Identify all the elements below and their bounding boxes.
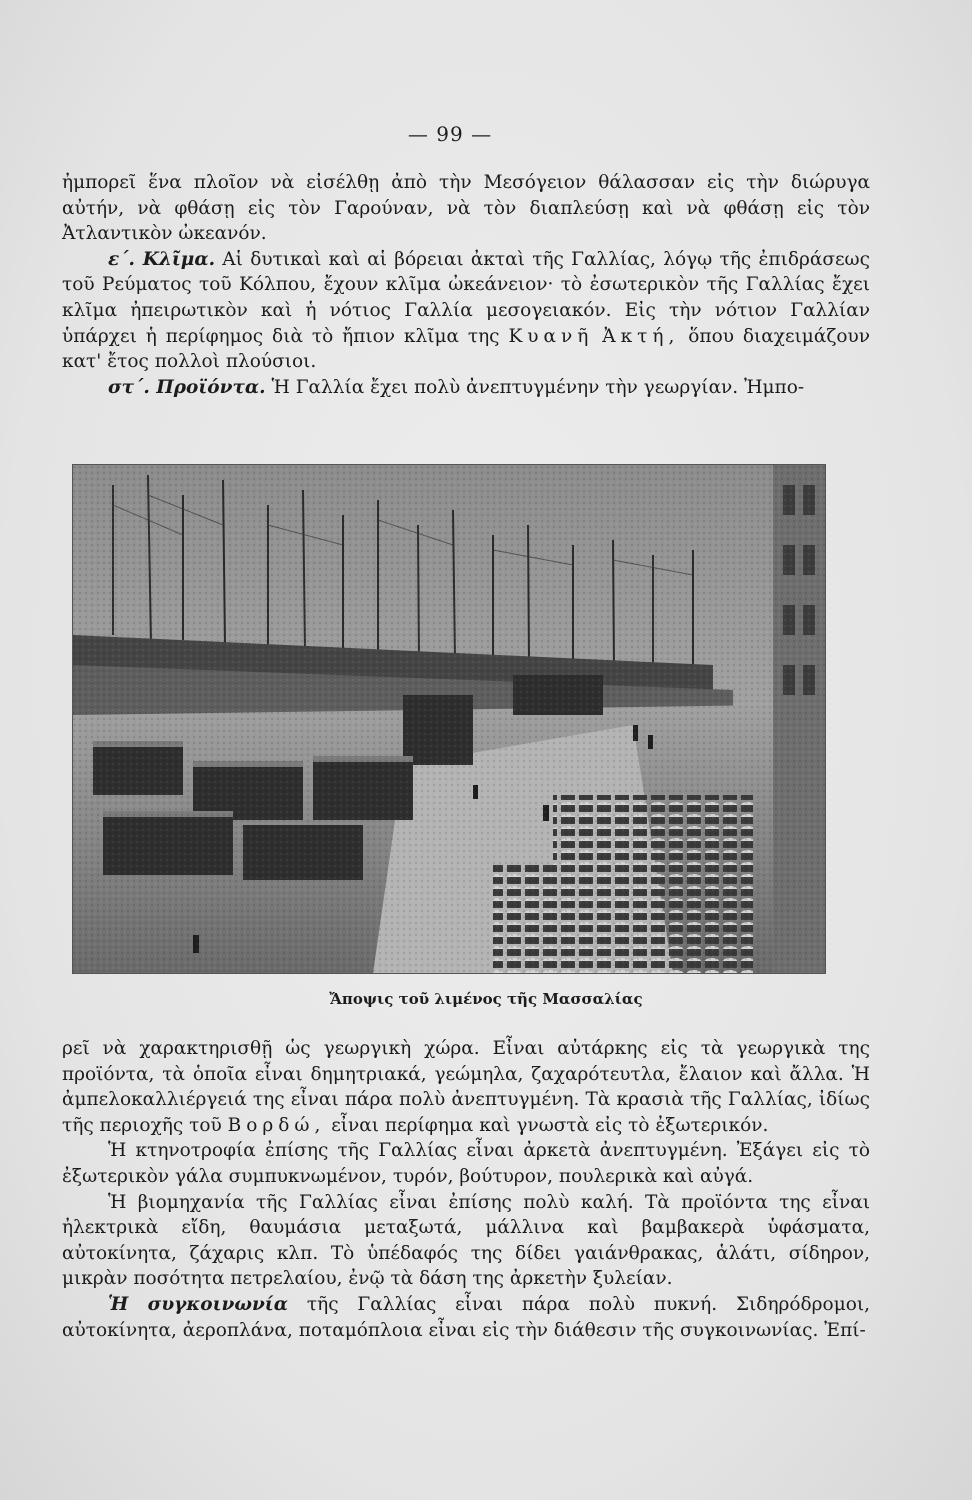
paragraph-transport bbox=[62, 1292, 870, 1343]
photo-caption: Ἄποψις τοῦ λιμένος τῆς Μασσαλίας bbox=[329, 990, 643, 1008]
spacer bbox=[593, 326, 602, 347]
transport-text: τῆς Γαλλίας εἶναι πάρα πολὺ πυκνή. Σιδηρόδρομοι, αὐτοκίνητα, ἀεροπλάνα, ποταμόπλοια εἶναι εἰς τὴν διάθεσιν τῆς συγκοινωνίας. Ἐπί- bbox=[62, 1293, 870, 1341]
paragraph-agriculture bbox=[62, 1036, 870, 1138]
top-text-block bbox=[62, 170, 870, 400]
section-label-transport: Ἡ συγκοινωνία bbox=[108, 1293, 288, 1315]
climate-text: Αἱ δυτικαὶ καὶ αἱ βόρειαι ἀκταὶ τῆς Γαλλίας, λόγῳ τῆς ἐπιδράσεως τοῦ Ρεύματος τοῦ Κόλπου, ἔχουν κλῖμα ὠκεάνειον· τὸ ἐσωτερικὸν τῆς Γαλλίας ἔχει κλῖμα ἠπειρωτικὸν καὶ ἡ νότιος Γαλλία μεσογειακόν. Εἰς τὴν νότιον Γαλλίαν ὑπάρχει ἡ περίφημος διὰ τὸ ἤπιον κλῖμα της bbox=[62, 248, 870, 347]
agriculture-text-end: εἶναι περίφημα καὶ γνωστὰ εἰς τὸ ἐξωτερικόν. bbox=[325, 1114, 769, 1136]
spaced-word-akti: Ἀκτή, bbox=[602, 325, 680, 347]
harbour-photo bbox=[72, 464, 826, 974]
paragraph-industry: Ἡ βιομηχανία τῆς Γαλλίας εἶναι ἐπίσης πολὺ καλή. Τὰ προϊόντα της εἶναι ἠλεκτρικὰ εἴδη, θαυμάσια μεταξωτά, μάλλινα καὶ βαμβακερὰ ὑφάσματα, αὐτοκίνητα, ζάχαρις κλπ. Τὸ ὑπέδαφός της δίδει γαιάνθρακας, ἁλάτι, σίδηρον, μικρὰν ποσότητα πετρελαίου, ἐνῷ τὰ δάση της ἀρκετὴν ξυλείαν. bbox=[62, 1191, 870, 1290]
paragraph-livestock: Ἡ κτηνοτροφία ἐπίσης τῆς Γαλλίας εἶναι ἀρκετὰ ἀνεπτυγμένη. Ἐξάγει εἰς τὸ ἐξωτερικὸν γάλα συμπυκνωμένον, τυρόν, βούτυρον, πουλερικὰ καὶ αὐγά. bbox=[62, 1140, 870, 1187]
paragraph-canal: ἠμπορεῖ ἕνα πλοῖον νὰ εἰσέλθῃ ἀπὸ τὴν Μεσόγειον θάλασσαν εἰς τὴν διώρυγα αὐτήν, νὰ φθάσῃ εἰς τὸν Γαρούναν, νὰ τὸν διαπλεύσῃ καὶ νὰ φθάσῃ εἰς τὸν Ἀτλαντικὸν ὠκεανόν. bbox=[62, 172, 870, 245]
products-text: Ἡ Γαλλία ἔχει πολὺ ἀνεπτυγμένην τὴν γεωργίαν. Ἠμπο- bbox=[265, 376, 805, 398]
page-number: — 99 — bbox=[407, 122, 493, 146]
climate-text-end: ὅπου διαχειμάζουν κατ' ἔτος πολλοὶ πλούσιοι. bbox=[62, 325, 870, 373]
section-label-climate: ε΄. Κλῖμα. bbox=[108, 248, 216, 270]
agriculture-text: ρεῖ νὰ χαρακτηρισθῇ ὡς γεωργικὴ χώρα. Εἶναι αὐτάρκης εἰς τὰ γεωργικὰ της προϊόντα, τὰ ὁποῖα εἶναι δημητριακά, γεώμηλα, ζαχαρότευτλα, ἔλαιον καὶ ἄλλα. Ἡ ἀμπελοκαλλιέργειά της εἶναι πάρα πολὺ ἀνεπτυγμένη. Τὰ κρασιὰ τῆς Γαλλίας, ἰδίως τῆς περιοχῆς τοῦ bbox=[62, 1038, 870, 1136]
paragraph-climate bbox=[62, 247, 870, 375]
bottom-text-block bbox=[62, 1036, 870, 1343]
spaced-word-bordo: Βορδώ, bbox=[227, 1114, 326, 1136]
spaced-word-kyani: Κυανῆ bbox=[508, 325, 594, 347]
section-label-products: στ΄. Προϊόντα. bbox=[108, 376, 266, 398]
harbour-photo-illustration bbox=[73, 465, 825, 973]
paragraph-products bbox=[62, 375, 870, 401]
